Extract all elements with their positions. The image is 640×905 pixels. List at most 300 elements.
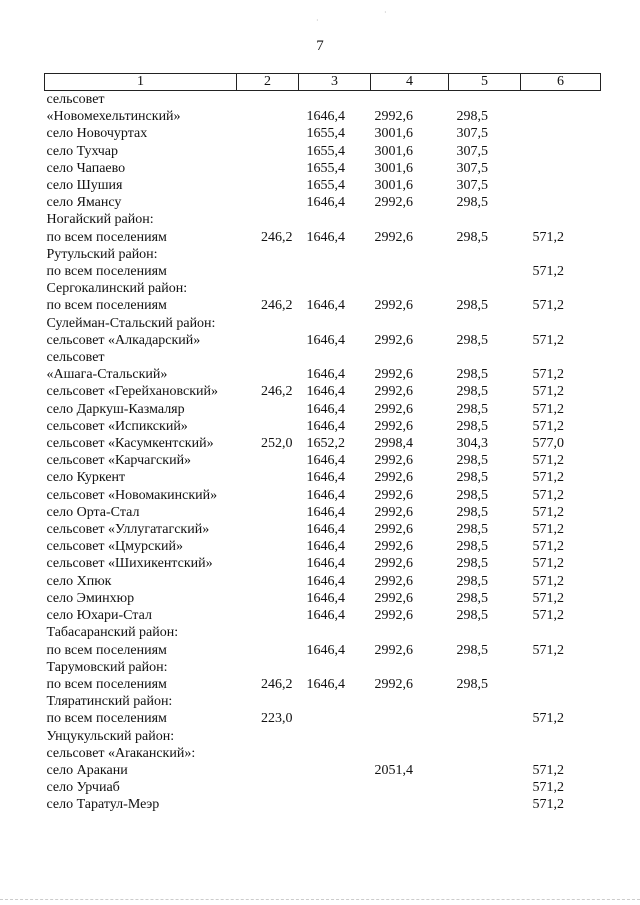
header-col-6: 6 (521, 74, 601, 91)
table-row (45, 160, 601, 177)
row-value-col-3: 1646,4 (306, 608, 345, 624)
row-value-col-4: 2992,6 (374, 573, 413, 589)
row-value-col-2 (237, 624, 299, 641)
row-value-col-2: 246,2 (261, 298, 293, 314)
row-value-col-6: 571,2 (532, 711, 564, 727)
table-row (45, 211, 601, 228)
row-value-col-5: 298,5 (456, 229, 488, 245)
row-value-col-2 (237, 280, 299, 297)
row-value-col-4 (371, 246, 449, 263)
row-value-col-6 (521, 125, 601, 142)
scan-edge (0, 899, 640, 900)
row-value-col-3: 1646,4 (306, 229, 345, 245)
row-value-col-4: 2992,6 (374, 470, 413, 486)
row-value-col-2 (237, 315, 299, 332)
row-value-col-3 (299, 263, 371, 280)
row-value-col-2 (237, 366, 299, 383)
row-value-col-4 (371, 280, 449, 297)
row-value-col-4 (371, 745, 449, 762)
table-row (45, 297, 601, 314)
row-value-col-2 (237, 555, 299, 572)
row-value-col-3: 1655,4 (306, 143, 345, 159)
row-value-col-2 (237, 504, 299, 521)
row-value-col-5 (449, 211, 521, 228)
row-label: село Куркент (46, 470, 126, 486)
row-value-col-2 (237, 143, 299, 160)
row-value-col-2 (237, 349, 299, 366)
row-label: село Юхари-Стал (46, 608, 152, 624)
row-value-col-5: 298,5 (456, 676, 488, 692)
row-value-col-3: 1646,4 (306, 590, 345, 606)
row-value-col-6: 571,2 (532, 453, 564, 469)
row-value-col-4: 2992,6 (374, 556, 413, 572)
row-value-col-3 (299, 315, 371, 332)
table-row (45, 538, 601, 555)
table-row (45, 246, 601, 263)
row-label: сельсовет «Алкадарский» (46, 332, 201, 348)
row-value-col-6 (521, 624, 601, 641)
table-row (45, 693, 601, 710)
row-value-col-5: 307,5 (456, 178, 488, 194)
table-row (45, 573, 601, 590)
row-value-col-5 (449, 762, 521, 779)
table-row (45, 796, 601, 813)
row-value-col-6: 571,2 (532, 539, 564, 555)
row-label: сельсовет «Araканский»: (46, 745, 196, 761)
row-value-col-5: 298,5 (456, 556, 488, 572)
row-value-col-3 (299, 659, 371, 676)
row-value-col-2: 223,0 (261, 711, 293, 727)
row-value-col-5: 298,5 (456, 298, 488, 314)
row-value-col-3: 1646,4 (306, 401, 345, 417)
tariff-table (44, 73, 601, 814)
table-row (45, 125, 601, 142)
row-value-col-6 (521, 349, 601, 366)
row-value-col-5: 298,5 (456, 504, 488, 520)
table-row (45, 676, 601, 693)
row-value-col-4 (371, 728, 449, 745)
row-value-col-6: 571,2 (532, 418, 564, 434)
table-row (45, 504, 601, 521)
row-label: село Хпюк (46, 573, 112, 589)
row-value-col-3 (299, 280, 371, 297)
row-value-col-6: 571,2 (532, 332, 564, 348)
row-value-col-5 (449, 280, 521, 297)
row-value-col-6: 577,0 (532, 436, 564, 452)
table-row (45, 452, 601, 469)
row-value-col-4: 2992,6 (374, 676, 413, 692)
table-row (45, 710, 601, 727)
row-value-col-2 (237, 211, 299, 228)
row-value-col-4: 2992,6 (374, 367, 413, 383)
table-row (45, 469, 601, 486)
row-value-col-3: 1646,4 (306, 332, 345, 348)
row-label: сельсовет (46, 350, 105, 366)
row-value-col-3 (299, 745, 371, 762)
row-value-col-2 (237, 194, 299, 211)
row-value-col-3: 1646,4 (306, 573, 345, 589)
table-row (45, 315, 601, 332)
table-row (45, 659, 601, 676)
row-value-col-3: 1652,2 (306, 436, 345, 452)
row-label: село Шушия (46, 178, 123, 194)
row-label: село Урчиаб (46, 780, 120, 796)
row-label: Тарумовский район: (46, 659, 168, 675)
table-row (45, 263, 601, 280)
row-value-col-2 (237, 762, 299, 779)
row-value-col-6: 571,2 (532, 298, 564, 314)
header-col-3: 3 (299, 74, 371, 91)
row-label: село Эминхюр (46, 590, 135, 606)
table-row (45, 280, 601, 297)
row-label: сельсовет «Испикский» (46, 418, 188, 434)
row-label: Унцукульский район: (46, 728, 175, 744)
row-value-col-4: 2992,6 (374, 487, 413, 503)
row-value-col-4: 3001,6 (374, 160, 413, 176)
row-value-col-5: 307,5 (456, 160, 488, 176)
row-value-col-5 (449, 263, 521, 280)
row-value-col-5 (449, 659, 521, 676)
row-label: село Даркуш-Казмаляр (46, 401, 185, 417)
table-row (45, 762, 601, 779)
row-value-col-5: 298,5 (456, 573, 488, 589)
row-value-col-3: 1646,4 (306, 418, 345, 434)
row-value-col-4: 2051,4 (374, 762, 413, 778)
table-body (45, 91, 601, 814)
row-value-col-5: 304,3 (456, 436, 488, 452)
row-label: сельсовет «Касумкентский» (46, 436, 214, 452)
row-value-col-3: 1646,4 (306, 384, 345, 400)
row-label: село Ямансу (46, 195, 122, 211)
row-label: Табасаранский район: (46, 625, 179, 641)
row-value-col-3: 1646,4 (306, 298, 345, 314)
row-label: село Чапаево (46, 160, 126, 176)
row-label: село Аракани (46, 762, 128, 778)
row-value-col-5: 298,5 (456, 590, 488, 606)
row-value-col-2 (237, 160, 299, 177)
table-row (45, 91, 601, 109)
row-value-col-5: 298,5 (456, 384, 488, 400)
row-value-col-3 (299, 779, 371, 796)
table-row (45, 624, 601, 641)
row-label: село Таратул-Меэр (46, 797, 160, 813)
row-value-col-2 (237, 779, 299, 796)
row-value-col-6 (521, 745, 601, 762)
row-value-col-4: 2992,6 (374, 453, 413, 469)
row-value-col-4: 2992,6 (374, 504, 413, 520)
row-value-col-3 (299, 211, 371, 228)
row-value-col-6: 571,2 (532, 487, 564, 503)
row-value-col-6 (521, 108, 601, 125)
row-value-col-4: 2992,6 (374, 401, 413, 417)
table-header (45, 74, 601, 91)
row-value-col-4 (371, 624, 449, 641)
header-col-2: 2 (237, 74, 299, 91)
row-value-col-2 (237, 728, 299, 745)
row-value-col-2 (237, 108, 299, 125)
row-value-col-6: 571,2 (532, 264, 564, 280)
row-value-col-3: 1655,4 (306, 178, 345, 194)
row-value-col-6 (521, 315, 601, 332)
row-value-col-5: 298,5 (456, 608, 488, 624)
table-row (45, 745, 601, 762)
row-value-col-2 (237, 521, 299, 538)
table-row (45, 383, 601, 400)
row-value-col-3: 1646,4 (306, 676, 345, 692)
row-value-col-4 (371, 796, 449, 813)
row-value-col-6: 571,2 (532, 401, 564, 417)
row-value-col-3 (299, 710, 371, 727)
row-value-col-5 (449, 728, 521, 745)
table-row (45, 555, 601, 572)
table-row (45, 143, 601, 160)
table-row (45, 332, 601, 349)
row-value-col-2 (237, 125, 299, 142)
row-value-col-4 (371, 659, 449, 676)
row-value-col-6 (521, 91, 601, 109)
row-value-col-2: 246,2 (261, 229, 293, 245)
row-value-col-2 (237, 263, 299, 280)
row-value-col-6 (521, 143, 601, 160)
table-row (45, 401, 601, 418)
row-label: по всем поселениям (46, 711, 167, 727)
row-label: Рутульский район: (46, 246, 158, 262)
row-label: «Ашага-Стальский» (46, 367, 168, 383)
row-value-col-3: 1646,4 (306, 367, 345, 383)
table-row (45, 194, 601, 211)
row-value-col-3: 1646,4 (306, 504, 345, 520)
row-value-col-5 (449, 745, 521, 762)
row-value-col-3: 1646,4 (306, 539, 345, 555)
row-value-col-5 (449, 779, 521, 796)
row-value-col-2 (237, 607, 299, 624)
row-value-col-5: 298,5 (456, 109, 488, 125)
row-value-col-2 (237, 659, 299, 676)
row-value-col-3 (299, 91, 371, 109)
row-value-col-5: 298,5 (456, 522, 488, 538)
table-row (45, 229, 601, 246)
row-value-col-5 (449, 693, 521, 710)
row-value-col-2 (237, 177, 299, 194)
table-row (45, 108, 601, 125)
header-row (45, 74, 601, 91)
row-value-col-4: 3001,6 (374, 178, 413, 194)
row-value-col-5 (449, 91, 521, 109)
table-row (45, 779, 601, 796)
row-value-col-3: 1646,4 (306, 522, 345, 538)
row-value-col-6 (521, 693, 601, 710)
row-value-col-5: 307,5 (456, 143, 488, 159)
scan-speck: · (384, 8, 387, 17)
row-value-col-6: 571,2 (532, 642, 564, 658)
row-value-col-4: 2992,6 (374, 608, 413, 624)
row-value-col-4: 2992,6 (374, 642, 413, 658)
row-value-col-5: 298,5 (456, 539, 488, 555)
row-label: село Тухчар (46, 143, 118, 159)
row-value-col-5: 307,5 (456, 126, 488, 142)
row-value-col-2: 252,0 (261, 436, 293, 452)
row-value-col-4: 2992,6 (374, 590, 413, 606)
row-value-col-6 (521, 676, 601, 693)
header-col-4: 4 (371, 74, 449, 91)
row-value-col-6 (521, 177, 601, 194)
row-value-col-5: 298,5 (456, 401, 488, 417)
row-value-col-5: 298,5 (456, 418, 488, 434)
row-value-col-4: 2998,4 (374, 436, 413, 452)
header-col-5: 5 (449, 74, 521, 91)
row-value-col-6: 571,2 (532, 608, 564, 624)
row-value-col-6 (521, 211, 601, 228)
row-value-col-4: 2992,6 (374, 195, 413, 211)
table-row (45, 607, 601, 624)
row-value-col-2 (237, 590, 299, 607)
row-value-col-5 (449, 349, 521, 366)
row-value-col-6: 571,2 (532, 367, 564, 383)
row-value-col-6: 571,2 (532, 762, 564, 778)
header-col-1: 1 (45, 74, 237, 91)
row-value-col-4: 2992,6 (374, 298, 413, 314)
row-value-col-4 (371, 693, 449, 710)
row-value-col-6 (521, 280, 601, 297)
row-value-col-2 (237, 642, 299, 659)
row-value-col-3 (299, 693, 371, 710)
row-value-col-6 (521, 160, 601, 177)
row-value-col-4 (371, 349, 449, 366)
table-row (45, 349, 601, 366)
table-row (45, 366, 601, 383)
table-row (45, 642, 601, 659)
row-value-col-3: 1655,4 (306, 126, 345, 142)
row-value-col-4: 3001,6 (374, 126, 413, 142)
row-value-col-6: 571,2 (532, 522, 564, 538)
row-value-col-6: 571,2 (532, 229, 564, 245)
row-label: Ногайский район: (46, 212, 154, 228)
row-value-col-2 (237, 418, 299, 435)
row-value-col-3 (299, 762, 371, 779)
row-value-col-2: 246,2 (261, 676, 293, 692)
row-label: по всем поселениям (46, 229, 167, 245)
row-value-col-5: 298,5 (456, 453, 488, 469)
row-value-col-4: 2992,6 (374, 229, 413, 245)
row-label: по всем поселениям (46, 264, 167, 280)
row-label: сельсовет (46, 92, 105, 107)
row-value-col-4 (371, 263, 449, 280)
row-value-col-6 (521, 194, 601, 211)
row-label: сельсовет «Новомакинский» (46, 487, 218, 503)
row-label: сельсовет «Герейхановский» (46, 384, 219, 400)
row-value-col-6: 571,2 (532, 573, 564, 589)
row-value-col-3: 1646,4 (306, 470, 345, 486)
row-value-col-6 (521, 246, 601, 263)
row-value-col-2 (237, 246, 299, 263)
row-value-col-6: 571,2 (532, 556, 564, 572)
row-value-col-4: 2992,6 (374, 522, 413, 538)
row-value-col-5 (449, 624, 521, 641)
row-label: по всем поселениям (46, 642, 167, 658)
row-label: село Орта-Стал (46, 504, 140, 520)
table-row (45, 728, 601, 745)
row-value-col-3: 1646,4 (306, 487, 345, 503)
row-value-col-4: 2992,6 (374, 418, 413, 434)
row-label: Сергокалинский район: (46, 281, 188, 297)
scan-speck: · (316, 16, 319, 25)
table-row (45, 418, 601, 435)
row-value-col-3: 1646,4 (306, 453, 345, 469)
row-value-col-3: 1646,4 (306, 556, 345, 572)
row-value-col-6 (521, 728, 601, 745)
row-value-col-3 (299, 796, 371, 813)
row-value-col-2 (237, 745, 299, 762)
row-value-col-3 (299, 349, 371, 366)
row-value-col-3: 1646,4 (306, 195, 345, 211)
row-value-col-2 (237, 693, 299, 710)
row-value-col-3: 1655,4 (306, 160, 345, 176)
row-value-col-2 (237, 401, 299, 418)
row-value-col-5 (449, 710, 521, 727)
row-value-col-2 (237, 573, 299, 590)
row-label: сельсовет «Уллугатагский» (46, 522, 210, 538)
row-value-col-5: 298,5 (456, 470, 488, 486)
row-label: сельсовет «Шихикентский» (46, 556, 213, 572)
table-row (45, 177, 601, 194)
row-value-col-4 (371, 91, 449, 109)
row-value-col-2 (237, 332, 299, 349)
row-value-col-6: 571,2 (532, 470, 564, 486)
table-row (45, 487, 601, 504)
row-value-col-5: 298,5 (456, 367, 488, 383)
row-value-col-4: 2992,6 (374, 332, 413, 348)
row-value-col-6: 571,2 (532, 797, 564, 813)
row-value-col-4 (371, 211, 449, 228)
row-value-col-2 (237, 469, 299, 486)
row-value-col-3: 1646,4 (306, 642, 345, 658)
row-label: село Новочуртах (46, 126, 148, 142)
row-label: сельсовет «Цмурский» (46, 539, 184, 555)
row-value-col-6: 571,2 (532, 504, 564, 520)
row-value-col-6: 571,2 (532, 384, 564, 400)
row-value-col-6: 571,2 (532, 590, 564, 606)
row-label: Тляратинский район: (46, 694, 173, 710)
row-value-col-5: 298,5 (456, 487, 488, 503)
row-value-col-4 (371, 315, 449, 332)
row-value-col-5: 298,5 (456, 642, 488, 658)
row-value-col-2: 246,2 (261, 384, 293, 400)
row-value-col-3 (299, 624, 371, 641)
row-value-col-3 (299, 246, 371, 263)
table-row (45, 435, 601, 452)
row-value-col-4 (371, 779, 449, 796)
row-value-col-2 (237, 796, 299, 813)
row-value-col-2 (237, 452, 299, 469)
row-value-col-5: 298,5 (456, 332, 488, 348)
table-row (45, 590, 601, 607)
row-value-col-6 (521, 659, 601, 676)
row-value-col-4: 2992,6 (374, 539, 413, 555)
row-label: по всем поселениям (46, 676, 167, 692)
row-value-col-6: 571,2 (532, 780, 564, 796)
row-value-col-5 (449, 315, 521, 332)
row-value-col-5: 298,5 (456, 195, 488, 211)
row-value-col-2 (237, 487, 299, 504)
table-row (45, 521, 601, 538)
row-value-col-4: 3001,6 (374, 143, 413, 159)
row-value-col-5 (449, 246, 521, 263)
row-value-col-3 (299, 728, 371, 745)
row-value-col-3: 1646,4 (306, 109, 345, 125)
row-value-col-4 (371, 710, 449, 727)
tariff-table-container (44, 73, 600, 814)
row-label: сельсовет «Карчагский» (46, 453, 192, 469)
